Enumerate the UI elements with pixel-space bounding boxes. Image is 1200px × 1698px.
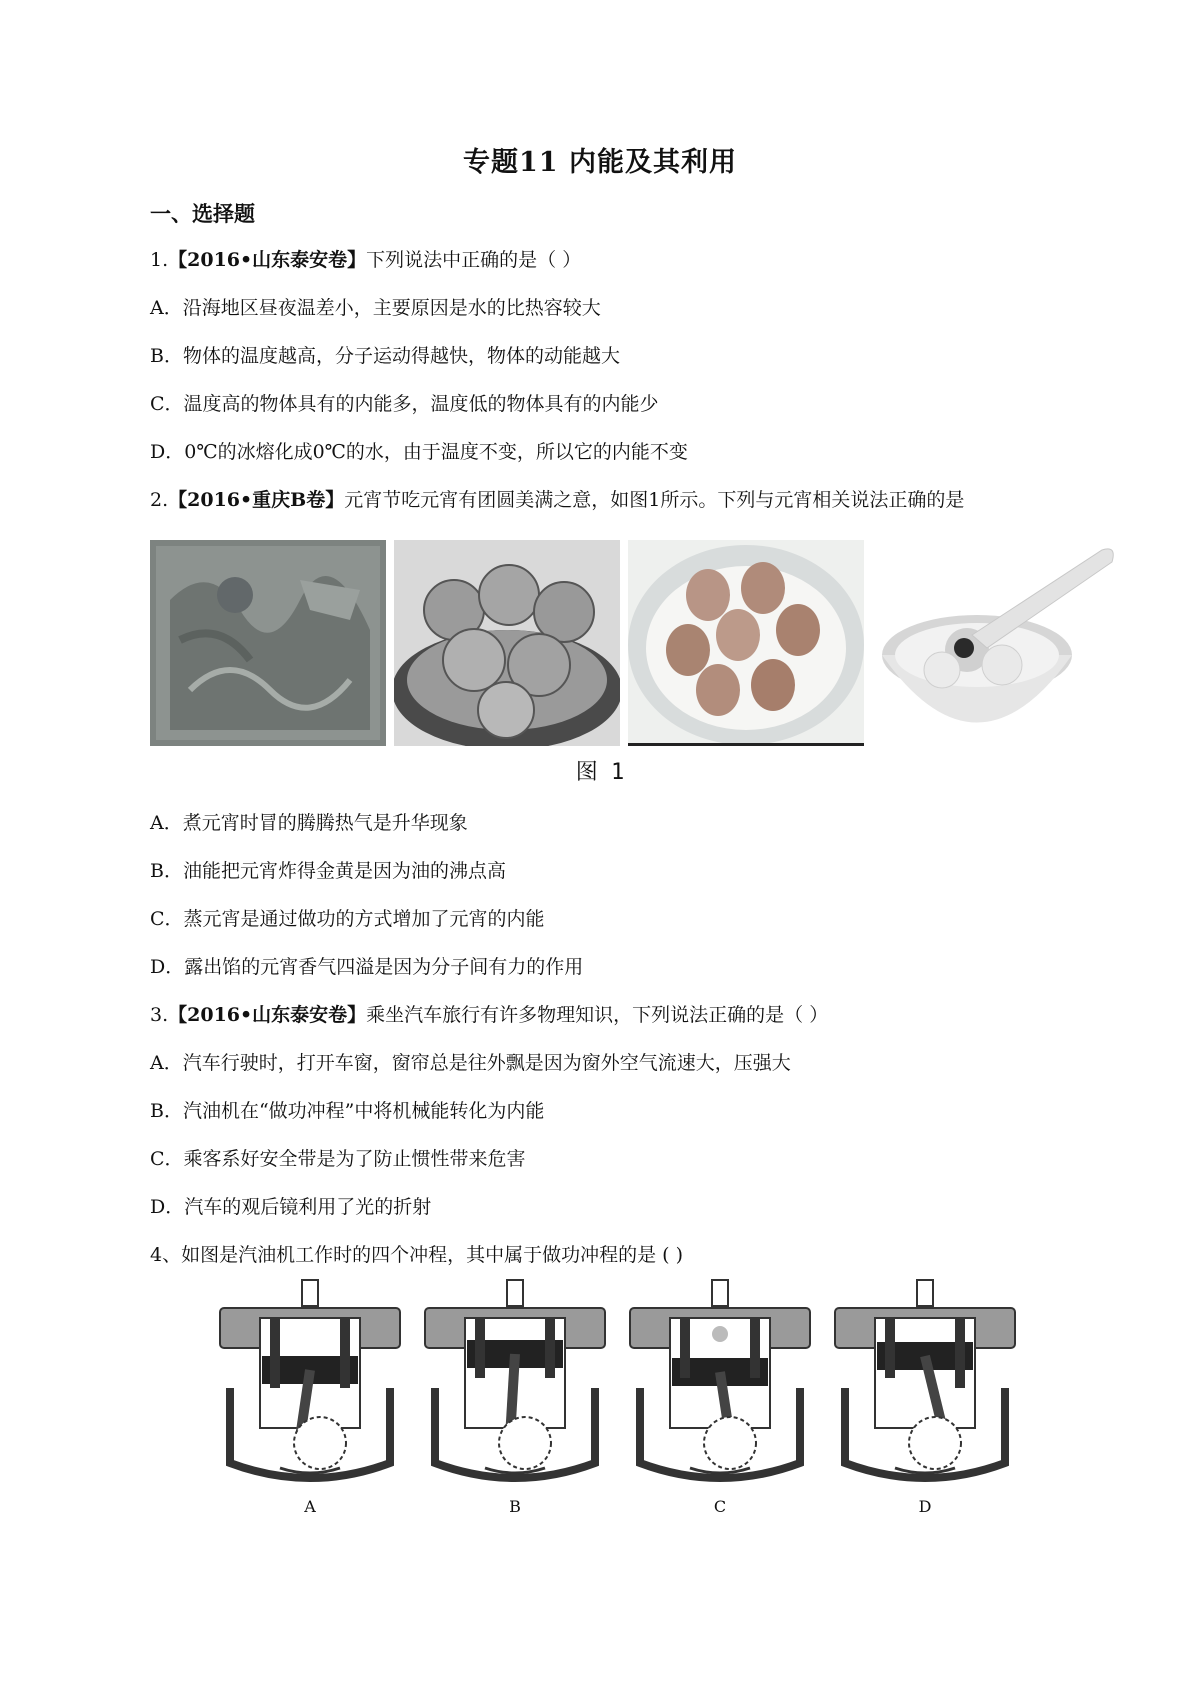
engine-diagram-a	[210, 1278, 410, 1518]
question-1-option-a: A．沿海地区昼夜温差小，主要原因是水的比热容较大	[150, 297, 601, 319]
figure-1-photos	[150, 540, 1120, 750]
engine-label-a: A	[304, 1497, 316, 1516]
engine-diagram-c	[620, 1278, 820, 1518]
question-2-option-c: C．蒸元宵是通过做功的方式增加了元宵的内能	[150, 908, 545, 930]
engine-strokes-figure	[210, 1278, 1050, 1518]
section-heading: 一、选择题	[150, 201, 255, 226]
engine-diagram-b	[415, 1278, 615, 1518]
engine-diagram-d	[825, 1278, 1025, 1518]
question-1-option-b: B．物体的温度越高，分子运动得越快，物体的动能越大	[150, 345, 620, 367]
question-3-option-d: D．汽车的观后镜利用了光的折射	[150, 1196, 432, 1218]
question-2-option-a: A．煮元宵时冒的腾腾热气是升华现象	[150, 812, 468, 834]
photo-fried-yuanxiao	[394, 540, 620, 746]
page-title: 专题11 内能及其利用	[463, 147, 737, 178]
photo-plate-yuanxiao	[628, 540, 864, 746]
question-source: 【2016•山东泰安卷】	[168, 1004, 367, 1026]
question-3-option-c: C．乘客系好安全带是为了防止惯性带来危害	[150, 1148, 526, 1170]
question-2-stem: 2.【2016•重庆B卷】元宵节吃元宵有团圆美满之意，如图1所示。下列与元宵相关说法正确的是	[150, 489, 965, 511]
question-1-option-c: C．温度高的物体具有的内能多，温度低的物体具有的内能少	[150, 393, 659, 415]
question-3-option-b: B．汽油机在“做功冲程”中将机械能转化为内能	[150, 1100, 545, 1122]
question-1-stem: 1.【2016•山东泰安卷】下列说法中正确的是（ ）	[150, 249, 582, 271]
photo-tangyuan-bowl	[872, 540, 1120, 746]
engine-label-c: C	[713, 1497, 727, 1516]
figure-1-caption: 图 1	[575, 760, 625, 785]
question-4-stem: 4、如图是汽油机工作时的四个冲程，其中属于做功冲程的是 ( )	[150, 1244, 683, 1266]
question-2-option-b: B．油能把元宵炸得金黄是因为油的沸点高	[150, 860, 506, 882]
photo-steam	[150, 540, 386, 746]
question-2-option-d: D．露出馅的元宵香气四溢是因为分子间有力的作用	[150, 956, 584, 978]
question-source: 【2016•山东泰安卷】	[168, 249, 367, 271]
question-source: 【2016•重庆B卷】	[168, 489, 345, 511]
engine-label-b: B	[509, 1497, 521, 1516]
engine-label-d: D	[918, 1497, 932, 1516]
question-3-stem: 3.【2016•山东泰安卷】乘坐汽车旅行有许多物理知识，下列说法正确的是（ ）	[150, 1004, 829, 1026]
question-1-option-d: D．0℃的冰熔化成0℃的水，由于温度不变，所以它的内能不变	[150, 441, 688, 463]
question-3-option-a: A．汽车行驶时，打开车窗，窗帘总是往外飘是因为窗外空气流速大，压强大	[150, 1052, 791, 1074]
